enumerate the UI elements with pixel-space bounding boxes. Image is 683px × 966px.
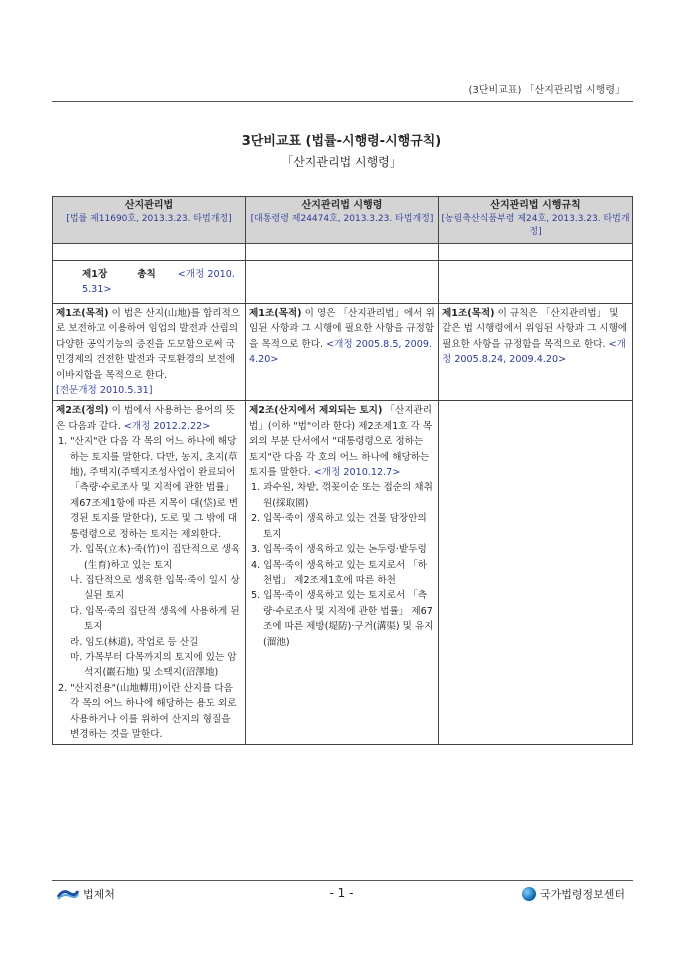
decree-article-1 [246, 304, 439, 401]
article-amend: [전문개정 2010.5.31] [56, 385, 153, 397]
list-item: 4. 입목·죽이 생육하고 있는 토지로서 「하천법」 제2조제1호에 따른 하천 [251, 559, 428, 586]
footer-right-label: 국가법령정보센터 [539, 888, 625, 901]
chapter-row [53, 261, 633, 304]
list-item: 가. 입목(立木)·죽(竹)이 집단적으로 생육(生育)하고 있는 토지 [70, 544, 241, 571]
column-header-name: 산지관리법 [124, 200, 174, 211]
article-amend: <개정 2012.2.22> [120, 420, 211, 432]
column-header-rule [439, 197, 633, 244]
decree-article-2 [246, 401, 439, 745]
chapter-amend: <개정 2010.5.31> [82, 269, 235, 296]
list-item: 라. 임도(林道), 작업로 등 산길 [70, 636, 199, 648]
article-heading: 제1조(목적) [249, 308, 302, 319]
article-1-row [53, 304, 633, 401]
document-header-label: (3단비교표) 「산지관리법 시행령」 [468, 85, 625, 96]
header-divider [52, 101, 633, 102]
article-text: 이 법은 산지(山地)를 합리적으로 보전하고 이용하여 임업의 발전과 산림의 다양한 공익기능의 증진을 도모함으로써 국민경제의 건전한 발전과 국토환경의 보전에 이바지함을 목적으로 한다. [56, 308, 241, 381]
article-text: 이 법에서 사용하는 용어의 뜻은 다음과 같다. [56, 405, 235, 432]
rule-article-2 [439, 401, 633, 745]
article-heading: 제1조(목적) [56, 308, 109, 319]
article-amend: <개정 2005.8.24, 2009.4.20> [442, 338, 626, 366]
footer-divider [52, 880, 633, 881]
globe-icon [522, 887, 536, 901]
article-heading: 제2조(정의) [56, 405, 109, 417]
column-header-ref: [농림축산식품부령 제24호, 2013.3.23. 타법개정] [441, 214, 630, 237]
list-item: 1. "산지"란 다음 각 목의 어느 하나에 해당하는 토지를 말한다. 다만, 농지, 초지(草地), 주택지(주택지조성사업이 완료되어 「측량·수로조사 및 지적에 관한 법률」 제67조제1항에 따른 지목이 대(垈)로 변경된 토지를 말한다), 도로 및 그 밖에 대통령령으로 정하는 토지는 제외한다. [58, 436, 239, 540]
column-header-name: 산지관리법 시행규칙 [490, 200, 581, 211]
article-heading: 제1조(목적) [442, 308, 495, 319]
list-item: 2. 입목·죽이 생육하고 있는 건물 담장안의 토지 [251, 513, 427, 540]
list-item: 나. 집단적으로 생육한 입목·죽이 일시 상실된 토지 [70, 574, 240, 602]
page-number: - 1 - [329, 886, 354, 900]
article-text: 이 영은 「산지관리법」에서 위임된 사항과 그 시행에 필요한 사항을 규정함을 목적으로 한다. [249, 308, 435, 350]
list-item: 마. 가목부터 다목까지의 토지에 있는 암석지(巖石地) 및 소택지(沼澤地) [70, 651, 237, 679]
column-header-decree [246, 197, 439, 244]
rule-article-1 [439, 304, 633, 401]
column-header-ref: [법률 제11690호, 2013.3.23. 타법개정] [66, 214, 232, 224]
law-article-1 [53, 304, 246, 401]
chapter-cell [53, 261, 246, 304]
list-item: 1. 과수원, 차밭, 꺾꽂이순 또는 접순의 채취원(採取園) [251, 482, 433, 509]
article-text: 이 규칙은 「산지관리법」 및 같은 법 시행령에서 위임된 사항과 그 시행에 필요한 사항을 규정함을 목적으로 한다. [442, 308, 628, 350]
table-header-row [53, 197, 633, 244]
article-amend: <개정 2005.8.5, 2009.4.20> [249, 338, 432, 366]
article-2-row [53, 401, 633, 745]
blank-row [53, 244, 633, 261]
list-item: 다. 입목·죽의 집단적 생육에 사용하게 된 토지 [70, 605, 240, 633]
list-item: 5. 입목·죽이 생육하고 있는 토지로서 「측량·수로조사 및 지적에 관한 법률」 제67조에 따른 제방(堤防)·구거(溝渠) 및 유지(溜池) [251, 590, 434, 648]
column-header-name: 산지관리법 시행령 [301, 200, 383, 211]
page-title: 3단비교표 (법률-시행령-시행규칙) [241, 134, 442, 149]
article-text: 「산지관리법」(이하 "법"이라 한다) 제2조제1호 각 목 외의 부분 단서에서 "대통령령으로 정하는 토지"란 다음 각 호의 어느 하나에 해당하는 토지를 말한다. [249, 405, 433, 479]
column-header-ref: [대통령령 제24474호, 2013.3.23. 타법개정] [250, 214, 434, 224]
chapter-name: 총칙 [137, 269, 156, 280]
column-header-law [53, 197, 246, 244]
list-item: 3. 입목·죽이 생육하고 있는 논두렁·밭두렁 [251, 544, 427, 556]
comparison-table [52, 196, 633, 745]
law-article-2 [53, 401, 246, 745]
chapter-number: 제1장 [82, 269, 108, 280]
footer-left-label: 법제처 [83, 888, 115, 901]
footer-right [522, 886, 625, 902]
page-subtitle: 「산지관리법 시행령」 [281, 155, 402, 169]
article-heading: 제2조(산지에서 제외되는 토지) [249, 405, 383, 417]
article-amend: <개정 2010.12.7> [310, 467, 401, 479]
list-item: 2. "산지전용"(山地轉用)이란 산지를 다음 각 목의 어느 하나에 해당하는 용도 외로 사용하거나 이를 위하여 산지의 형질을 변경하는 것을 말한다. [58, 682, 237, 740]
